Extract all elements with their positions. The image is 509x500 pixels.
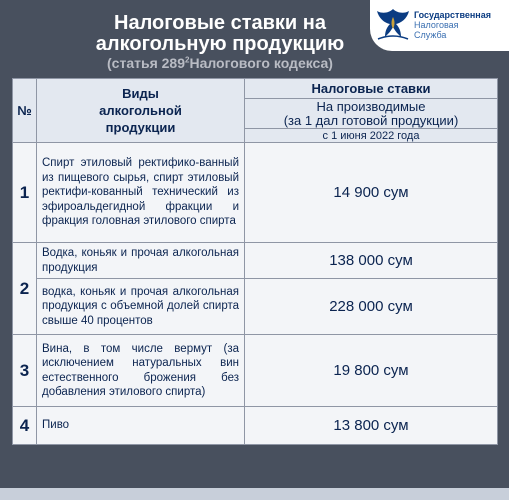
col-header-date: с 1 июня 2022 года: [245, 129, 498, 143]
page-subtitle: (статья $289^2Налогового$ кодекса): [107, 55, 333, 71]
row-num: 3: [13, 335, 37, 407]
col-header-num: №: [13, 79, 37, 143]
table-row: [13, 143, 498, 243]
row-desc: Спирт этиловый ректифико-ванный из пищевого сырья, спирт этиловый ректифи-кованный технический из эфироальдегидной фракции и фракция головная этилового спирта: [37, 143, 245, 243]
row-rate: 138 000 сум: [245, 243, 498, 279]
page-title-line1: Налоговые ставки на: [114, 12, 326, 34]
col-header-rates-sub: На производимые (за 1 дал готовой продукции): [245, 99, 498, 129]
table-row: [13, 335, 498, 407]
row-num: 4: [13, 407, 37, 445]
row-rate: 13 800 сум: [245, 407, 498, 445]
row-desc: Вина, в том числе вермут (за исключением натуральных вин естественного брожения без добавления этилового спирта): [37, 335, 245, 407]
row-num: 2: [13, 243, 37, 335]
page-title-line2: алкогольную продукцию: [95, 33, 345, 55]
row-rate: 19 800 сум: [245, 335, 498, 407]
table-row: [13, 243, 498, 279]
tax-service-eagle-logo-icon: [374, 3, 412, 43]
row-desc: Водка, коньяк и прочая алкогольная продукция: [37, 243, 245, 279]
row-num: 1: [13, 143, 37, 243]
row-desc: водка, коньяк и прочая алкогольная продукция с объемной долей спирта свыше 40 процентов: [37, 279, 245, 335]
col-header-type: Виды алкогольной продукции: [37, 79, 245, 143]
row-rate: 14 900 сум: [245, 143, 498, 243]
row-desc: Пиво: [37, 407, 245, 445]
table-row: [13, 279, 498, 335]
brand-logo-block: [370, 0, 509, 51]
footer-band: [0, 488, 509, 500]
col-header-rates: Налоговые ставки: [245, 79, 498, 99]
row-rate: 228 000 сум: [245, 279, 498, 335]
brand-text: Государственная Налоговая Служба: [414, 10, 491, 40]
tax-rates-table: [12, 78, 497, 445]
table-row: [13, 407, 498, 445]
